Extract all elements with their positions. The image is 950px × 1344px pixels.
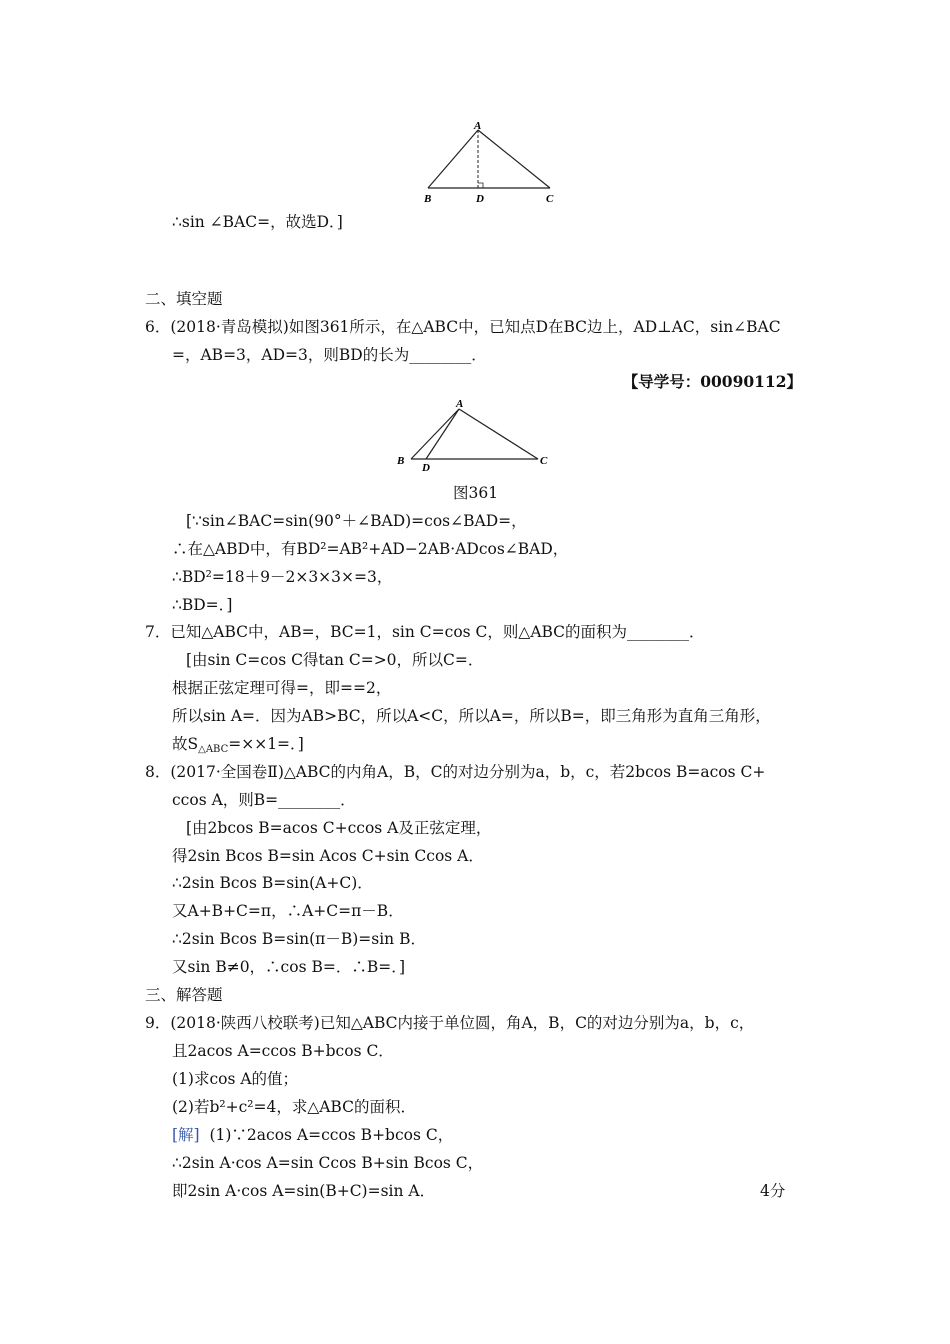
q7-solution-line: 所以sin A=．因为AB>BC，所以A<C，所以A=，所以B=，即三角形为直角三角形， [172,707,771,725]
q9-solution-line: 即2sin A·cos A=sin(B+C)=sin A． [172,1182,436,1200]
guide-number: 【导学号：00090112】 [622,372,802,391]
q8-solution-line: 又A+B+C=π，∴A+C=π－B． [172,902,404,920]
q7-solution-line: [由sin C=cos C得tan C=>0，所以C=． [186,651,484,669]
area-subscript: △ABC [198,744,229,755]
q8-line1: 8．(2017·全国卷Ⅱ)△ABC的内角A，B，C的对边分别为a，b，c，若2bcos B=acos C+ [145,763,766,781]
q9-solution-text: (1)∵2acos A=ccos B+bcos C， [209,1126,454,1144]
section-heading-fill: 二、填空题 [145,290,223,308]
vertex-label-c: C [546,193,554,205]
q6-solution-line: ∴在△ABD中，有BD²=AB²+AD−2AB·ADcos∠BAD， [172,540,569,558]
vertex-label-a: A [456,398,464,410]
triangle-figure-top [420,120,560,206]
q8-line2: ccos A，则B=________． [172,791,356,809]
vertex-label-d: D [476,193,484,205]
q6-solution-line: ∴BD²=18＋9－2×3×3×=3， [172,568,393,586]
q9-solution-line [172,1124,453,1146]
vertex-label-d: D [422,462,430,474]
q5-solution-tail: ∴sin ∠BAC=，故选D．] [172,213,343,231]
figure-caption: 图361 [453,484,499,502]
triangle-figure-361 [393,397,558,477]
q8-solution-line: ∴2sin Bcos B=sin(A+C)． [172,874,373,892]
q9-solution-line: ∴2sin A·cos A=sin Ccos B+sin Bcos C， [172,1154,484,1172]
q9-part2: (2)若b²+c²=4，求△ABC的面积． [172,1098,416,1116]
vertex-label-a: A [474,120,482,132]
q8-solution-line: ∴2sin Bcos B=sin(π－B)=sin B． [172,930,426,948]
score-mark: 4分 [760,1182,786,1200]
vertex-label-c: C [540,455,548,467]
q9-part1: (1)求cos A的值； [172,1070,299,1088]
area-symbol: 故S [172,735,199,753]
q7-solution-line: 根据正弦定理可得=，即==2， [172,679,392,697]
q8-solution-line: 得2sin Bcos B=sin Acos C+sin Ccos A． [172,847,484,865]
q6-line2: =，AB=3，AD=3，则BD的长为________． [172,346,487,364]
q7-line1: 7．已知△ABC中，AB=，BC=1，sin C=cos C，则△ABC的面积为________． [145,623,705,641]
q8-solution-line: [由2bcos B=acos C+ccos A及正弦定理， [186,819,492,837]
q9-line1: 9．(2018·陕西八校联考)已知△ABC内接于单位圆，角A，B，C的对边分别为a，b，c， [145,1014,755,1032]
vertex-label-b: B [424,193,432,205]
vertex-label-b: B [397,455,405,467]
q8-solution-line: 又sin B≠0，∴cos B=．∴B=．] [172,958,406,976]
q6-solution-line: ∴BD=．] [172,596,233,614]
q6-line1: 6．(2018·青岛模拟)如图361所示，在△ABC中，已知点D在BC边上，AD⊥AC，sin∠BAC [145,318,781,336]
area-formula: =××1=．] [228,735,304,753]
solution-tag: [解] [172,1126,200,1144]
section-heading-answer: 三、解答题 [145,986,223,1004]
q9-line2: 且2acos A=ccos B+bcos C． [172,1042,394,1060]
q6-solution-line: [∵sin∠BAC=sin(90°＋∠BAD)=cos∠BAD=， [186,512,527,530]
q7-solution-line [172,733,304,761]
